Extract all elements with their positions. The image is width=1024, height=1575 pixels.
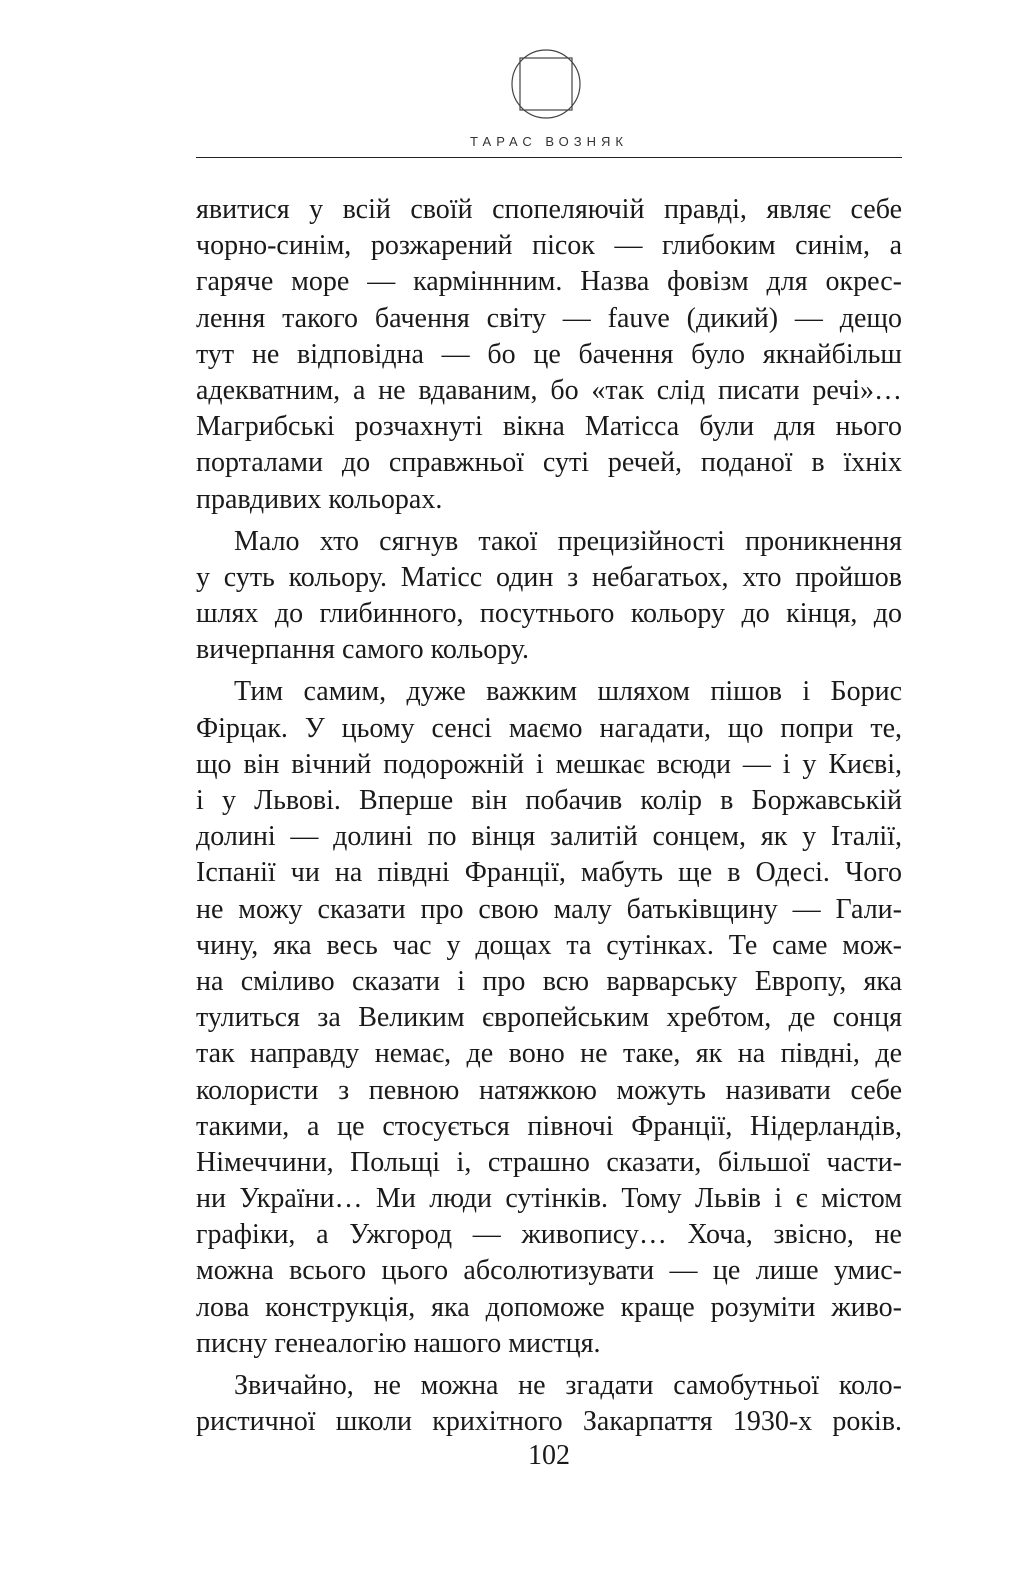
text-line: тут не відповідна — бо це бачення було якнайбільш [196, 338, 902, 370]
text-line: долині — долині по вінця залитій сонцем, як у Італії, [196, 821, 902, 853]
text-line: графіки, а Ужгород — живопису… Хоча, звісно, не [196, 1219, 902, 1251]
text-line: Іспанії чи на півдні Франції, мабуть ще в Одесі. Чого [196, 857, 902, 889]
text-line: чину, яка весь час у дощах та сутінках. Те саме мож- [196, 929, 902, 961]
text-line: на сміливо сказати і про всю варварську Европу, яка [196, 965, 902, 997]
text-line: ни України… Ми люди сутінків. Тому Львів і є містом [196, 1183, 902, 1215]
page-number: 102 [528, 1440, 570, 1471]
text-line: ристичної школи крихітного Закарпаття 1930-х років. [196, 1406, 902, 1438]
text-line: такими, а це стосується півночі Франції, Нідерландів, [196, 1110, 902, 1142]
text-line: вичерпання самого кольору. [196, 634, 530, 666]
text-line: явитися у всій своїй спопеляючій правді, являє себе [196, 194, 902, 225]
header-rule [196, 157, 902, 158]
text-line: колористи з певною натяжкою можуть називати себе [196, 1074, 902, 1106]
text-line: Фірцак. У цьому сенсі маємо нагадати, що попри те, [196, 712, 902, 744]
text-line: Мало хто сягнув такої прецизійності проникнення [234, 525, 902, 557]
text-line: Звичайно, не можна не згадати самобутньої коло- [234, 1370, 902, 1401]
text-line: у суть кольору. Матісс один з небагатьох, хто пройшов [196, 561, 902, 593]
text-line: правдивих кольорах. [196, 483, 443, 515]
text-line: шлях до глибинного, посутнього кольору до кінця, до [196, 598, 902, 630]
running-head-author: ТАРАС ВОЗНЯК [470, 134, 628, 149]
text-line: не можу сказати про свою малу батьківщину — Гали- [196, 893, 902, 925]
text-line: чорно-синім, розжарений пісок — глибоким синім, а [196, 230, 902, 262]
text-line: так направду немає, де воно не таке, як на півдні, де [196, 1038, 902, 1070]
text-line: писну генеалогію нашого мистця. [196, 1327, 601, 1359]
text-line: Магрибські розчахнуті вікна Матісса були для нього [196, 411, 902, 443]
body-text [196, 192, 902, 1440]
text-line: лова конструкція, яка допоможе краще розуміти живо- [196, 1291, 902, 1323]
text-line: що він вічний подорожній і мешкає всюди — і у Києві, [196, 748, 902, 780]
text-line: порталами до справжньої суті речей, поданої в їхніх [196, 447, 902, 479]
circle-square-emblem-icon [510, 48, 582, 120]
text-line: гаряче море — карміннним. Назва фовізм для окрес- [196, 266, 902, 298]
text-line: і у Львові. Вперше він побачив колір в Боржавській [196, 785, 902, 816]
text-line: лення такого бачення світу — fauve (дикий) — дещо [196, 302, 902, 334]
text-line: Тим самим, дуже важким шляхом пішов і Борис [234, 676, 902, 708]
text-line: можна всього цього абсолютизувати — це лише умис- [196, 1255, 902, 1287]
text-line: тулиться за Великим європейським хребтом, де сонця [196, 1002, 902, 1034]
text-line: Німеччини, Польщі і, страшно сказати, більшої части- [196, 1146, 902, 1178]
text-line: адекватним, а не вдаваним, бо «так слід писати речі»… [196, 374, 902, 406]
